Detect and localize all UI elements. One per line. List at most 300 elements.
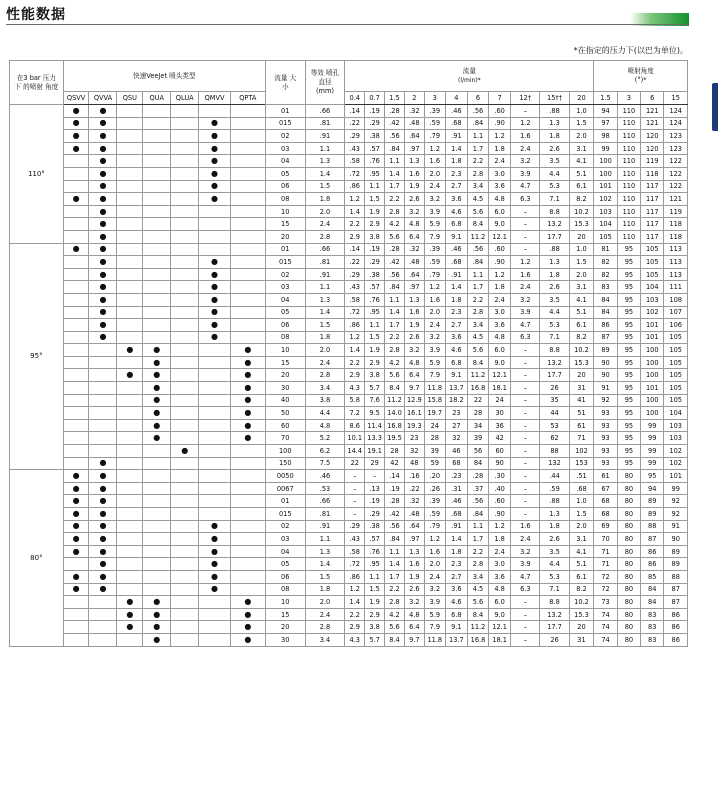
spray-angle-value-cell: 80 <box>617 470 640 483</box>
flow-value-cell: .38 <box>365 268 385 281</box>
flow-value-cell: 2.6 <box>404 583 424 596</box>
flow-value-cell: 11.2 <box>468 621 489 634</box>
tip-availability-cell <box>230 432 265 445</box>
spray-angle-value-cell: 89 <box>641 495 664 508</box>
flow-value-cell: 56 <box>468 445 489 458</box>
spray-angle-value-cell: 106 <box>664 319 688 332</box>
flow-value-cell: .79 <box>424 520 445 533</box>
tip-availability-cell <box>199 407 231 420</box>
spray-angle-value-cell: 102 <box>664 457 688 470</box>
tip-availability-cell <box>143 105 171 118</box>
flow-value-cell: .97 <box>404 533 424 546</box>
flow-value-cell: 1.3 <box>540 256 569 269</box>
flow-value-cell: .29 <box>345 268 365 281</box>
flow-value-cell: 1.7 <box>468 142 489 155</box>
flow-value-cell: 15.3 <box>569 356 594 369</box>
tip-availability-cell <box>143 117 171 130</box>
tip-availability-cell <box>143 482 171 495</box>
flow-value-cell: – <box>345 508 365 521</box>
flow-value-cell: .95 <box>365 167 385 180</box>
flow-value-cell: 3.4 <box>468 570 489 583</box>
table-row <box>10 281 688 294</box>
tip-availability-cell <box>89 356 117 369</box>
availability-dot-icon: ● <box>211 559 219 569</box>
flow-value-cell: 4.7 <box>511 180 540 193</box>
flow-value-cell: 3.2 <box>511 545 540 558</box>
availability-dot-icon: ● <box>99 496 107 506</box>
flow-value-cell: 71 <box>569 432 594 445</box>
flow-pressure-header: 0.4 <box>345 92 365 105</box>
tip-availability-cell <box>171 382 199 395</box>
flow-value-cell: 3.5 <box>540 293 569 306</box>
flow-value-cell: 3.2 <box>404 596 424 609</box>
flow-value-cell: 13.2 <box>540 218 569 231</box>
tip-availability-cell <box>117 570 143 583</box>
tip-availability-cell <box>89 570 117 583</box>
flow-value-cell: 2.6 <box>540 281 569 294</box>
orifice-diameter-cell: 1.5 <box>305 570 345 583</box>
tip-availability-cell <box>230 394 265 407</box>
tip-availability-cell <box>199 520 231 533</box>
tip-availability-cell <box>143 633 171 646</box>
table-row <box>10 205 688 218</box>
orifice-diameter-cell: .81 <box>305 256 345 269</box>
tip-availability-cell <box>143 155 171 168</box>
spray-angle-value-cell: 100 <box>641 344 664 357</box>
orifice-diameter-cell: 7.5 <box>305 457 345 470</box>
tip-availability-cell <box>171 621 199 634</box>
tip-availability-cell <box>171 545 199 558</box>
flow-value-cell: .14 <box>345 243 365 256</box>
tip-availability-cell <box>117 583 143 596</box>
tip-availability-cell <box>171 596 199 609</box>
flow-value-cell: 4.4 <box>540 558 569 571</box>
flow-value-cell: 9.7 <box>404 382 424 395</box>
availability-dot-icon: ● <box>153 634 161 644</box>
tip-availability-cell <box>89 306 117 319</box>
tip-availability-cell <box>63 243 89 256</box>
spray-angle-unit: (°)* <box>634 76 647 84</box>
spray-angle-value-cell: 88 <box>664 570 688 583</box>
flow-value-cell: 4.6 <box>445 344 467 357</box>
spray-angle-value-cell: 100 <box>594 167 617 180</box>
flow-value-cell: 29 <box>365 457 385 470</box>
angle-pressure-header: 1.5 <box>594 92 617 105</box>
availability-dot-icon: ● <box>211 533 219 543</box>
availability-dot-icon: ● <box>244 634 252 644</box>
flow-value-cell: .46 <box>445 495 467 508</box>
flow-value-cell: 10.2 <box>569 596 594 609</box>
availability-dot-icon: ● <box>99 168 107 178</box>
tip-availability-cell <box>199 205 231 218</box>
flow-value-cell: 1.5 <box>365 331 385 344</box>
flow-value-cell: 3.9 <box>424 205 445 218</box>
tip-availability-cell <box>199 432 231 445</box>
flow-value-cell: 1.2 <box>424 142 445 155</box>
tip-availability-cell <box>89 482 117 495</box>
tip-availability-cell <box>230 117 265 130</box>
orifice-diameter-cell: 2.4 <box>305 356 345 369</box>
flow-value-cell: 3.9 <box>424 344 445 357</box>
tip-availability-cell <box>171 470 199 483</box>
flow-value-cell: 19.1 <box>365 445 385 458</box>
tip-availability-cell <box>143 570 171 583</box>
flow-value-cell: 27 <box>445 419 467 432</box>
flow-value-cell: 1.7 <box>468 533 489 546</box>
flow-value-cell: 30 <box>489 407 511 420</box>
spray-angle-value-cell: 84 <box>641 583 664 596</box>
flow-value-cell: .30 <box>489 470 511 483</box>
tip-availability-cell <box>63 306 89 319</box>
flow-value-cell: .26 <box>424 482 445 495</box>
flow-value-cell: 4.6 <box>445 205 467 218</box>
availability-dot-icon: ● <box>244 420 252 430</box>
flow-value-cell: 10.2 <box>569 344 594 357</box>
spray-angle-value-cell: 110 <box>617 180 640 193</box>
flow-value-cell: .58 <box>345 545 365 558</box>
flow-value-cell: 18.2 <box>445 394 467 407</box>
flow-value-cell: 4.4 <box>540 167 569 180</box>
spray-angle-value-cell: 110 <box>617 142 640 155</box>
tip-availability-cell <box>63 167 89 180</box>
table-row <box>10 256 688 269</box>
tip-availability-cell <box>117 596 143 609</box>
flow-value-cell: 1.5 <box>569 508 594 521</box>
flow-value-cell: 1.2 <box>511 256 540 269</box>
spray-angle-value-cell: 110 <box>617 193 640 206</box>
availability-dot-icon: ● <box>99 143 107 153</box>
spray-angle-value-cell: 105 <box>664 356 688 369</box>
tip-availability-cell <box>171 293 199 306</box>
flow-value-cell: 2.9 <box>345 369 365 382</box>
flow-value-cell: 35 <box>540 394 569 407</box>
flow-value-cell: .72 <box>345 167 365 180</box>
tip-availability-cell <box>63 621 89 634</box>
orifice-diameter-cell: 4.8 <box>305 419 345 432</box>
tip-availability-cell <box>199 583 231 596</box>
orifice-diameter-cell: 1.8 <box>305 331 345 344</box>
angle-pressure-header: 6 <box>641 92 664 105</box>
availability-dot-icon: ● <box>211 319 219 329</box>
availability-dot-icon: ● <box>153 395 161 405</box>
flow-value-cell: .29 <box>365 256 385 269</box>
flow-value-cell: 132 <box>540 457 569 470</box>
tip-availability-cell <box>117 432 143 445</box>
flow-value-cell: .56 <box>468 105 489 118</box>
availability-dot-icon: ● <box>72 533 80 543</box>
flow-value-cell: 2.8 <box>385 344 405 357</box>
flow-value-cell: 2.8 <box>468 306 489 319</box>
flow-value-cell: .59 <box>424 508 445 521</box>
spray-angle-value-cell: 118 <box>641 167 664 180</box>
table-row <box>10 570 688 583</box>
tip-availability-cell <box>117 331 143 344</box>
flow-value-cell: 2.0 <box>569 268 594 281</box>
table-row <box>10 306 688 319</box>
tip-availability-cell <box>171 218 199 231</box>
flow-value-cell: .88 <box>540 243 569 256</box>
tip-availability-cell <box>171 105 199 118</box>
flow-value-cell: .56 <box>385 520 405 533</box>
tip-availability-cell <box>143 545 171 558</box>
tip-availability-cell <box>199 243 231 256</box>
flow-value-cell: .56 <box>468 243 489 256</box>
capacity-size-cell: 02 <box>265 520 305 533</box>
tip-availability-cell <box>230 457 265 470</box>
flow-value-cell: .91 <box>445 130 467 143</box>
tip-availability-cell <box>171 155 199 168</box>
flow-value-cell: 2.2 <box>385 331 405 344</box>
availability-dot-icon: ● <box>72 143 80 153</box>
flow-value-cell: 28 <box>468 407 489 420</box>
flow-value-cell: 2.6 <box>540 533 569 546</box>
orifice-diameter-cell: .81 <box>305 117 345 130</box>
tip-availability-cell <box>63 293 89 306</box>
tip-availability-cell <box>230 621 265 634</box>
flow-value-cell: 5.1 <box>569 167 594 180</box>
spray-angle-value-cell: 87 <box>594 331 617 344</box>
tip-availability-cell <box>171 331 199 344</box>
tip-availability-cell <box>63 432 89 445</box>
tip-availability-cell <box>117 482 143 495</box>
spray-angle-value-cell: 118 <box>664 218 688 231</box>
flow-value-cell: 1.1 <box>385 155 405 168</box>
tip-availability-cell <box>89 621 117 634</box>
flow-value-cell: 10.1 <box>345 432 365 445</box>
tip-availability-cell <box>171 508 199 521</box>
spray-angle-value-cell: 119 <box>641 155 664 168</box>
flow-value-cell: 3.2 <box>404 205 424 218</box>
availability-dot-icon: ● <box>153 622 161 632</box>
flow-value-cell: – <box>511 105 540 118</box>
orifice-diameter-cell: 2.0 <box>305 205 345 218</box>
spray-angle-value-cell: 110 <box>617 105 640 118</box>
flow-value-cell: 3.2 <box>424 583 445 596</box>
spray-angle-value-cell: 86 <box>664 608 688 621</box>
tip-col-header: QSVV <box>63 92 89 105</box>
flow-value-cell: 8.4 <box>468 356 489 369</box>
flow-value-cell: 1.7 <box>385 180 405 193</box>
flow-value-cell: .28 <box>385 105 405 118</box>
capacity-size-cell: 02 <box>265 268 305 281</box>
flow-value-cell: .76 <box>365 545 385 558</box>
flow-value-cell: 3.5 <box>540 545 569 558</box>
tip-availability-cell <box>199 394 231 407</box>
flow-header-label: 流量 <box>462 67 476 75</box>
flow-value-cell: 3.8 <box>365 621 385 634</box>
tip-availability-cell <box>89 331 117 344</box>
spray-angle-value-cell: 103 <box>641 293 664 306</box>
tip-availability-cell <box>63 583 89 596</box>
availability-dot-icon: ● <box>99 256 107 266</box>
flow-value-cell: 7.2 <box>345 407 365 420</box>
spray-angle-value-cell: 89 <box>594 344 617 357</box>
capacity-size-cell: 05 <box>265 558 305 571</box>
flow-value-cell: 8.6 <box>345 419 365 432</box>
flow-value-cell: .59 <box>424 117 445 130</box>
availability-dot-icon: ● <box>99 219 107 229</box>
spray-angle-value-cell: 86 <box>594 319 617 332</box>
flow-value-cell: 153 <box>569 457 594 470</box>
spray-angle-value-cell: 107 <box>664 306 688 319</box>
flow-value-cell: 1.3 <box>540 117 569 130</box>
tip-availability-cell <box>63 533 89 546</box>
tip-availability-cell <box>117 306 143 319</box>
capacity-size-cell: 0050 <box>265 470 305 483</box>
availability-dot-icon: ● <box>72 471 80 481</box>
orifice-header <box>305 61 345 105</box>
tip-availability-cell <box>230 596 265 609</box>
availability-dot-icon: ● <box>99 521 107 531</box>
tip-availability-cell <box>143 369 171 382</box>
tip-availability-cell <box>143 621 171 634</box>
flow-value-cell: 2.4 <box>489 545 511 558</box>
availability-dot-icon: ● <box>153 382 161 392</box>
capacity-size-cell: 05 <box>265 167 305 180</box>
tip-availability-cell <box>171 520 199 533</box>
flow-value-cell: 90 <box>489 457 511 470</box>
spray-angle-value-cell: 94 <box>641 482 664 495</box>
flow-value-cell: 1.2 <box>345 193 365 206</box>
tip-availability-cell <box>63 495 89 508</box>
tip-availability-cell <box>117 155 143 168</box>
flow-value-cell: 6.0 <box>489 205 511 218</box>
capacity-size-cell: 20 <box>265 230 305 243</box>
spray-angle-value-cell: 95 <box>617 243 640 256</box>
spray-angle-value-cell: 110 <box>617 230 640 243</box>
flow-value-cell: .19 <box>365 495 385 508</box>
tip-availability-cell <box>143 558 171 571</box>
spray-angle-value-cell: 99 <box>641 457 664 470</box>
flow-value-cell: 1.9 <box>404 570 424 583</box>
tip-availability-cell <box>117 243 143 256</box>
tip-availability-cell <box>171 583 199 596</box>
flow-value-cell: 1.6 <box>511 520 540 533</box>
orifice-diameter-cell: 1.4 <box>305 558 345 571</box>
flow-value-cell: 1.9 <box>365 344 385 357</box>
tip-availability-cell <box>199 268 231 281</box>
orifice-diameter-cell: 1.5 <box>305 180 345 193</box>
capacity-size-cell: 01 <box>265 105 305 118</box>
spray-angle-value-cell: 86 <box>664 633 688 646</box>
flow-value-cell: 4.8 <box>404 218 424 231</box>
flow-value-cell: .22 <box>345 117 365 130</box>
flow-value-cell: 1.8 <box>540 268 569 281</box>
tip-availability-cell <box>89 382 117 395</box>
angle-pressure-header: 15 <box>664 92 688 105</box>
flow-value-cell: 9.0 <box>489 608 511 621</box>
flow-value-cell: 2.7 <box>445 180 467 193</box>
flow-value-cell: 14.4 <box>345 445 365 458</box>
availability-dot-icon: ● <box>72 546 80 556</box>
tip-availability-cell <box>199 105 231 118</box>
availability-dot-icon: ● <box>72 244 80 254</box>
flow-value-cell: 11.2 <box>468 230 489 243</box>
flow-value-cell: – <box>511 482 540 495</box>
flow-value-cell: .59 <box>424 256 445 269</box>
orifice-diameter-cell: 2.8 <box>305 230 345 243</box>
spray-angle-value-cell: 86 <box>641 545 664 558</box>
flow-value-cell: 48 <box>404 457 424 470</box>
tip-availability-cell <box>171 268 199 281</box>
flow-value-cell: .19 <box>385 482 405 495</box>
flow-value-cell: 13.2 <box>540 608 569 621</box>
tip-availability-cell <box>143 508 171 521</box>
flow-value-cell: 1.4 <box>345 205 365 218</box>
spray-angle-value-cell: 104 <box>641 281 664 294</box>
tip-availability-cell <box>117 193 143 206</box>
tip-availability-cell <box>143 243 171 256</box>
tip-availability-cell <box>171 180 199 193</box>
orifice-diameter-cell: .91 <box>305 130 345 143</box>
flow-value-cell: 102 <box>569 445 594 458</box>
flow-value-cell: 4.7 <box>511 319 540 332</box>
flow-value-cell: 3.2 <box>424 193 445 206</box>
spray-angle-value-cell: 111 <box>664 281 688 294</box>
flow-value-cell: 6.3 <box>511 583 540 596</box>
tip-availability-cell <box>230 331 265 344</box>
flow-value-cell: 2.9 <box>345 621 365 634</box>
flow-value-cell: 1.2 <box>489 130 511 143</box>
tip-availability-cell <box>89 293 117 306</box>
spray-angle-value-cell: 100 <box>641 356 664 369</box>
availability-dot-icon: ● <box>211 332 219 342</box>
capacity-size-cell: 20 <box>265 621 305 634</box>
flow-value-cell: 1.8 <box>489 281 511 294</box>
flow-value-cell: 6.8 <box>445 356 467 369</box>
tip-availability-cell <box>63 155 89 168</box>
flow-value-cell: 1.6 <box>424 293 445 306</box>
flow-value-cell: .43 <box>345 142 365 155</box>
availability-dot-icon: ● <box>211 269 219 279</box>
tip-availability-cell <box>117 508 143 521</box>
spray-angle-value-cell: 99 <box>641 432 664 445</box>
flow-value-cell: 7.1 <box>540 583 569 596</box>
capacity-size-cell: 0067 <box>265 482 305 495</box>
flow-value-cell: .57 <box>365 533 385 546</box>
flow-value-cell: 2.0 <box>424 306 445 319</box>
table-row <box>10 331 688 344</box>
flow-value-cell: 10.2 <box>569 205 594 218</box>
flow-value-cell: 13.3 <box>365 432 385 445</box>
tip-availability-cell <box>230 495 265 508</box>
spray-angle-group-label: 80° <box>10 470 64 646</box>
tip-availability-cell <box>199 142 231 155</box>
flow-value-cell: .29 <box>365 508 385 521</box>
flow-value-cell: 6.8 <box>445 218 467 231</box>
spray-angle-value-cell: 123 <box>664 130 688 143</box>
spray-angle-value-cell: 95 <box>617 268 640 281</box>
tip-availability-cell <box>117 281 143 294</box>
spray-angle-value-cell: 91 <box>594 382 617 395</box>
tip-availability-cell <box>171 633 199 646</box>
tip-availability-cell <box>143 457 171 470</box>
tip-availability-cell <box>171 369 199 382</box>
availability-dot-icon: ● <box>126 609 134 619</box>
tip-availability-cell <box>230 281 265 294</box>
orifice-diameter-cell: 1.5 <box>305 319 345 332</box>
spray-angle-value-cell: 61 <box>594 470 617 483</box>
orifice-diameter-cell: 1.1 <box>305 281 345 294</box>
flow-value-cell: 1.6 <box>424 545 445 558</box>
tip-availability-cell <box>89 369 117 382</box>
spray-angle-value-cell: 90 <box>594 356 617 369</box>
tip-availability-cell <box>63 508 89 521</box>
tip-availability-cell <box>89 344 117 357</box>
capacity-size-cell: 02 <box>265 130 305 143</box>
tip-availability-cell <box>63 193 89 206</box>
tip-availability-cell <box>117 394 143 407</box>
